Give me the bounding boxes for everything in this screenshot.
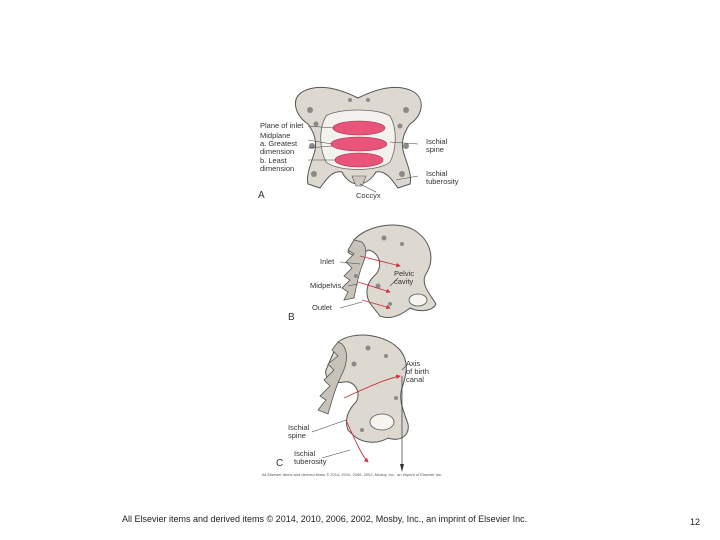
label-coccyx: Coccyx	[356, 191, 381, 200]
obturator-foramen-c	[370, 414, 394, 430]
pelvis-diagram	[250, 80, 470, 480]
label-axis-1: Axis	[406, 359, 421, 368]
page-number: 12	[690, 517, 701, 527]
panel-c	[262, 335, 442, 477]
vertical-axis-arrowhead	[400, 464, 404, 472]
label-least-dimension-1: b. Least	[260, 156, 287, 165]
label-greatest-dimension-2: dimension	[260, 147, 295, 156]
plane-greatest-dimension	[331, 137, 387, 151]
label-greatest-dimension-1: a. Greatest	[260, 139, 298, 148]
label-midplane: Midplane	[260, 131, 291, 140]
copyright-footer: All Elsevier items and derived items © 2014, 2010, 2006, 2002, Mosby, Inc., an imprint of Elsevier Inc.	[122, 514, 528, 524]
label-outlet: Outlet	[312, 303, 333, 312]
panel-letter-a: A	[258, 190, 265, 201]
label-ischial-spine-a-2: spine	[426, 145, 444, 154]
pelvic-planes	[331, 121, 387, 167]
label-plane-of-inlet: Plane of inlet	[260, 121, 304, 130]
obturator-foramen-b	[409, 294, 427, 306]
label-ischial-tuberosity-c-2: tuberosity	[294, 457, 327, 466]
label-inlet: Inlet	[320, 257, 335, 266]
panel-letter-c: C	[276, 458, 284, 469]
panel-a	[258, 87, 459, 201]
label-ischial-tuberosity-c-1: Ischial	[294, 449, 316, 458]
label-pelvic-cavity-2: cavity	[394, 277, 414, 286]
label-ischial-tuberosity-a-1: Ischial	[426, 169, 448, 178]
plane-of-inlet	[333, 121, 385, 135]
panel-letter-b: B	[288, 312, 295, 323]
label-axis-2: of birth	[406, 367, 429, 376]
figure-credit-line: All Elsevier items and derived items © 2014, 2010, 2006, 2002, Mosby, Inc., an imprint of Elsevier Inc.	[262, 472, 443, 477]
panel-b	[288, 225, 436, 323]
label-ischial-spine-c-1: Ischial	[288, 423, 310, 432]
label-ischial-spine-c-2: spine	[288, 431, 306, 440]
label-least-dimension-2: dimension	[260, 164, 295, 173]
label-midpelvis: Midpelvis	[310, 281, 342, 290]
coccyx	[352, 176, 366, 186]
plane-least-dimension	[335, 153, 383, 167]
label-pelvic-cavity-1: Pelvic	[394, 269, 415, 278]
label-ischial-spine-a-1: Ischial	[426, 137, 448, 146]
label-axis-3: canal	[406, 375, 424, 384]
sacrum-b	[342, 240, 366, 300]
label-ischial-tuberosity-a-2: tuberosity	[426, 177, 459, 186]
